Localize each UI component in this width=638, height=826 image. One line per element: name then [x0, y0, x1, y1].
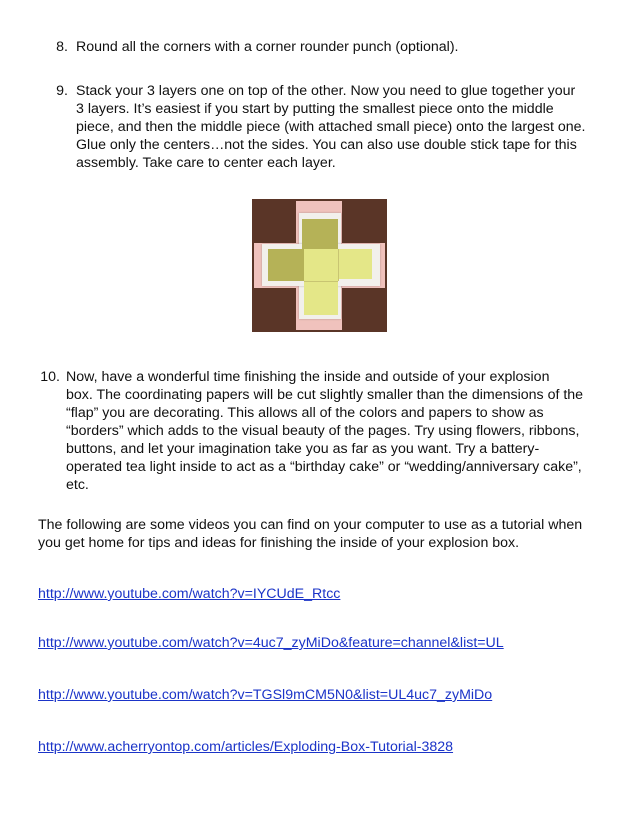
- text-line: Glue only the centers…not the sides. You can also use double stick tape for this: [76, 137, 577, 153]
- green-left-flap: [268, 249, 304, 281]
- crease-line: [304, 281, 338, 282]
- step-text: [76, 38, 606, 56]
- videos-intro-paragraph: [38, 516, 618, 552]
- text-line: operated tea light inside to act as a “birthday cake” or “wedding/anniversary cake”,: [66, 459, 582, 475]
- tutorial-link-4[interactable]: http://www.acherryontop.com/articles/Exploding-Box-Tutorial-3828: [38, 739, 454, 755]
- step-number: 9.: [56, 83, 68, 99]
- text-line: assembly. Take care to center each layer.: [76, 155, 336, 171]
- text-line: etc.: [66, 477, 89, 493]
- text-line: Stack your 3 layers one on top of the other. Now you need to glue together your: [76, 83, 576, 99]
- yellow-right-flap: [338, 249, 372, 279]
- explosion-box-photo: [252, 199, 387, 332]
- yellow-bottom-flap: [304, 281, 338, 315]
- text-line: Now, have a wonderful time finishing the inside and outside of your explosion: [66, 369, 550, 385]
- text-line: 3 layers. It’s easiest if you start by putting the smallest piece onto the middle: [76, 101, 554, 117]
- text-line: “borders” which adds to the visual beauty of the pages. Try using flowers, ribbons,: [66, 423, 580, 439]
- step-number: 10.: [40, 369, 60, 385]
- yellow-center-square: [304, 249, 338, 281]
- tutorial-link-3[interactable]: http://www.youtube.com/watch?v=TGSl9mCM5N0&list=UL4uc7_zyMiDo: [38, 687, 493, 703]
- step-number: 8.: [56, 39, 68, 55]
- step-text: [76, 82, 606, 172]
- tutorial-link-2[interactable]: http://www.youtube.com/watch?v=4uc7_zyMiDo&feature=channel&list=UL: [38, 635, 504, 651]
- crease-line: [338, 249, 339, 281]
- tutorial-link-1[interactable]: http://www.youtube.com/watch?v=IYCUdE_Rtcc: [38, 586, 341, 602]
- text-line: buttons, and let your imagination take you as far as you want. Try a battery-: [66, 441, 540, 457]
- text-line: you get home for tips and ideas for finishing the inside of your explosion box.: [38, 535, 520, 551]
- text-line: piece, and then the middle piece (with attached small piece) onto the largest one.: [76, 119, 586, 135]
- green-top-flap: [302, 219, 338, 249]
- text-line: box. The coordinating papers will be cut slightly smaller than the dimensions of the: [66, 387, 584, 403]
- text-line: “flap” you are decorating. This allows all of the colors and papers to show as: [66, 405, 544, 421]
- text-line: Round all the corners with a corner rounder punch (optional).: [76, 39, 459, 55]
- step-text: [66, 368, 608, 494]
- text-line: The following are some videos you can find on your computer to use as a tutorial when: [38, 517, 583, 533]
